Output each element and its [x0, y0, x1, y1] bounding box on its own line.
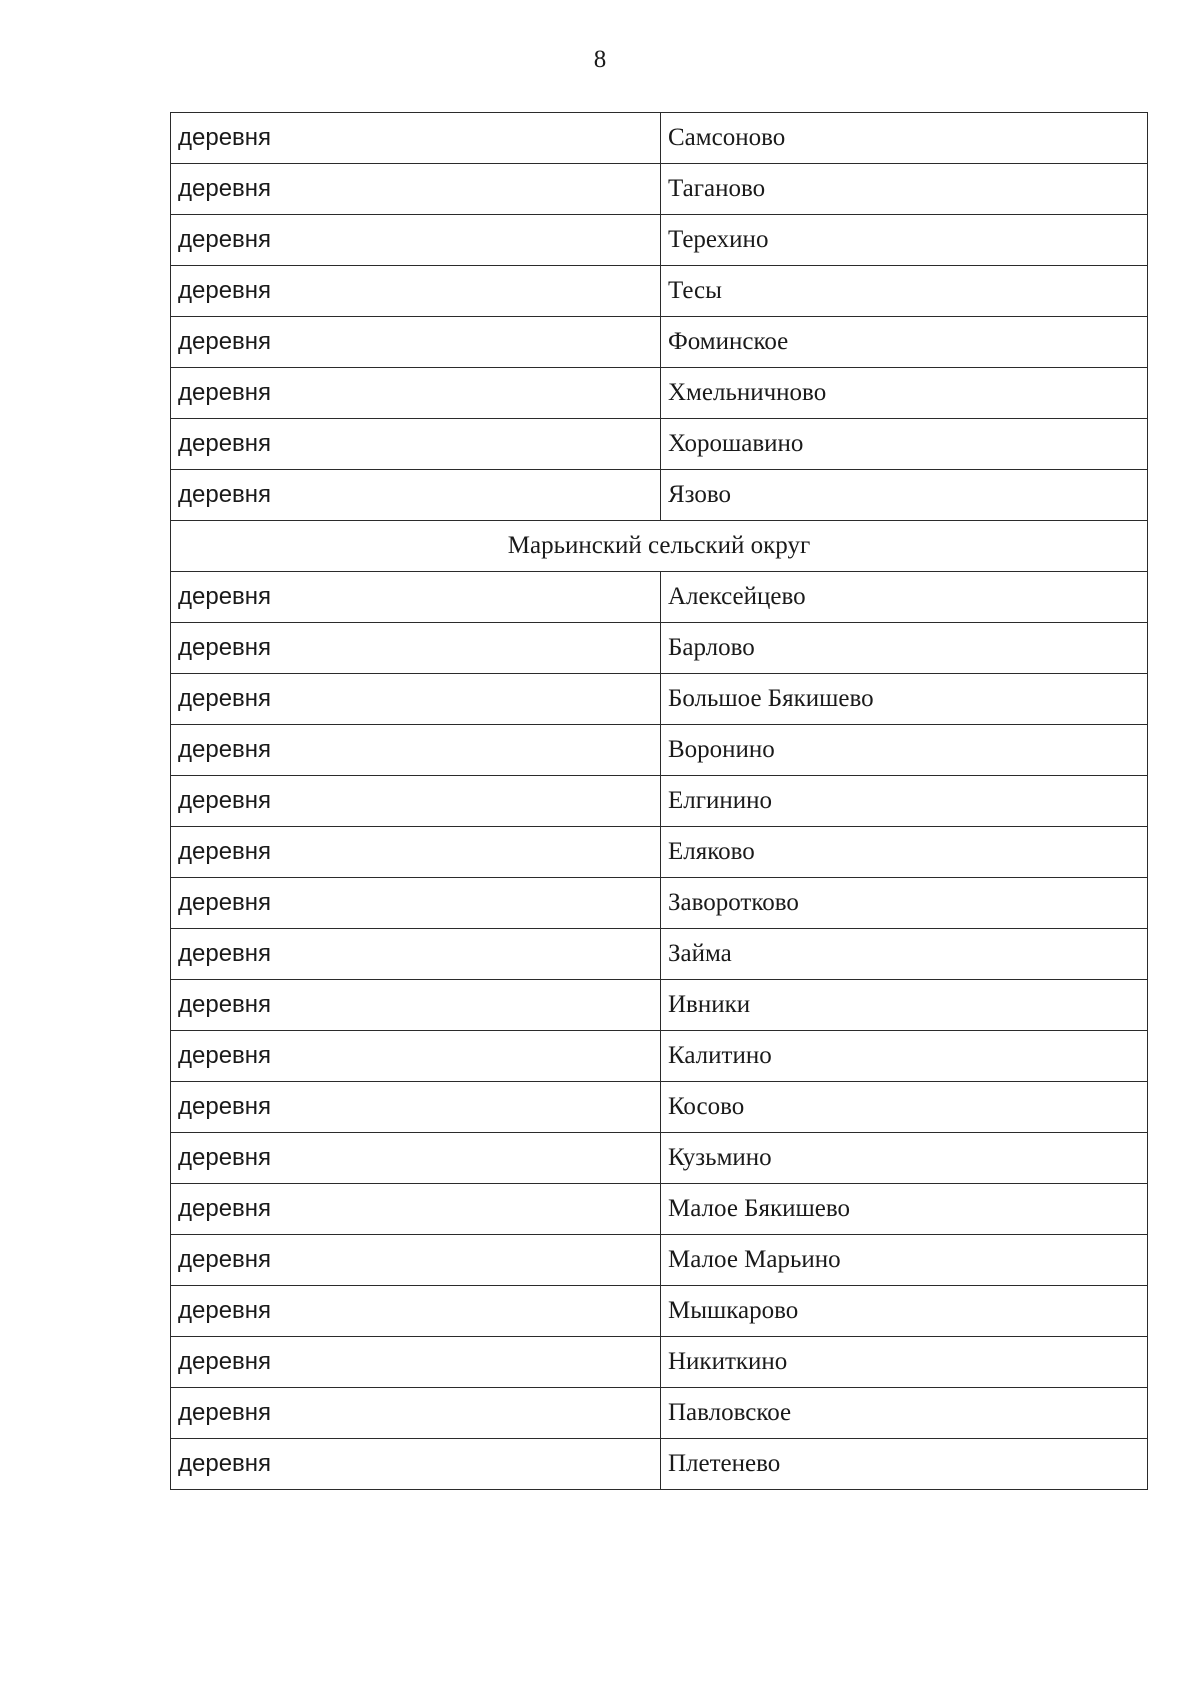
settlement-type-cell: деревня — [171, 1235, 661, 1286]
settlement-name-cell: Кузьмино — [661, 1133, 1148, 1184]
settlement-type-cell: деревня — [171, 266, 661, 317]
table-row — [171, 1184, 1148, 1235]
table-row — [171, 878, 1148, 929]
settlement-name-cell: Хорошавино — [661, 419, 1148, 470]
settlement-name-cell: Малое Марьино — [661, 1235, 1148, 1286]
table-row — [171, 266, 1148, 317]
settlement-name-cell: Ивники — [661, 980, 1148, 1031]
table-row — [171, 1286, 1148, 1337]
settlement-type-cell: деревня — [171, 1388, 661, 1439]
settlement-name-cell: Еляково — [661, 827, 1148, 878]
settlement-name-cell: Тесы — [661, 266, 1148, 317]
table-row — [171, 623, 1148, 674]
settlement-type-cell: деревня — [171, 623, 661, 674]
settlement-type-cell: деревня — [171, 827, 661, 878]
section-heading-row — [171, 521, 1148, 572]
settlement-name-cell: Терехино — [661, 215, 1148, 266]
settlement-type-cell: деревня — [171, 725, 661, 776]
table-row — [171, 1133, 1148, 1184]
settlement-type-cell: деревня — [171, 980, 661, 1031]
settlement-name-cell: Язово — [661, 470, 1148, 521]
table-row — [171, 1082, 1148, 1133]
table-row — [171, 1439, 1148, 1490]
settlement-type-cell: деревня — [171, 1286, 661, 1337]
table-row — [171, 827, 1148, 878]
settlement-type-cell: деревня — [171, 215, 661, 266]
settlement-name-cell: Павловское — [661, 1388, 1148, 1439]
settlements-table-body — [171, 113, 1148, 1490]
settlement-type-cell: деревня — [171, 164, 661, 215]
settlement-name-cell: Плетенево — [661, 1439, 1148, 1490]
settlement-type-cell: деревня — [171, 674, 661, 725]
table-row — [171, 776, 1148, 827]
settlement-name-cell: Заворотково — [661, 878, 1148, 929]
settlement-name-cell: Елгинино — [661, 776, 1148, 827]
settlement-name-cell: Барлово — [661, 623, 1148, 674]
settlement-type-cell: деревня — [171, 317, 661, 368]
settlement-type-cell: деревня — [171, 470, 661, 521]
settlement-type-cell: деревня — [171, 368, 661, 419]
settlement-type-cell: деревня — [171, 776, 661, 827]
settlement-name-cell: Большое Бякишево — [661, 674, 1148, 725]
table-row — [171, 215, 1148, 266]
settlement-name-cell: Займа — [661, 929, 1148, 980]
settlement-type-cell: деревня — [171, 1184, 661, 1235]
table-row — [171, 980, 1148, 1031]
table-row — [171, 113, 1148, 164]
table-row — [171, 674, 1148, 725]
table-row — [171, 725, 1148, 776]
settlement-type-cell: деревня — [171, 1082, 661, 1133]
settlement-type-cell: деревня — [171, 1439, 661, 1490]
settlement-name-cell: Калитино — [661, 1031, 1148, 1082]
settlement-name-cell: Таганово — [661, 164, 1148, 215]
settlement-name-cell: Никиткино — [661, 1337, 1148, 1388]
settlement-type-cell: деревня — [171, 1031, 661, 1082]
settlement-type-cell: деревня — [171, 572, 661, 623]
table-row — [171, 419, 1148, 470]
table-row — [171, 368, 1148, 419]
table-row — [171, 572, 1148, 623]
settlement-name-cell: Хмельничново — [661, 368, 1148, 419]
settlement-name-cell: Самсоново — [661, 113, 1148, 164]
table-row — [171, 470, 1148, 521]
settlement-name-cell: Алексейцево — [661, 572, 1148, 623]
settlement-type-cell: деревня — [171, 878, 661, 929]
settlement-name-cell: Косово — [661, 1082, 1148, 1133]
settlement-name-cell: Малое Бякишево — [661, 1184, 1148, 1235]
table-row — [171, 317, 1148, 368]
settlement-type-cell: деревня — [171, 1133, 661, 1184]
settlement-name-cell: Мышкарово — [661, 1286, 1148, 1337]
settlement-type-cell: деревня — [171, 419, 661, 470]
settlement-name-cell: Фоминское — [661, 317, 1148, 368]
settlement-type-cell: деревня — [171, 113, 661, 164]
table-row — [171, 1337, 1148, 1388]
settlements-table — [170, 112, 1148, 1490]
section-heading: Марьинский сельский округ — [171, 521, 1148, 572]
table-row — [171, 1031, 1148, 1082]
table-row — [171, 1235, 1148, 1286]
settlement-type-cell: деревня — [171, 929, 661, 980]
settlement-type-cell: деревня — [171, 1337, 661, 1388]
table-row — [171, 164, 1148, 215]
table-row — [171, 1388, 1148, 1439]
table-row — [171, 929, 1148, 980]
page-number: 8 — [593, 46, 607, 73]
settlement-name-cell: Воронино — [661, 725, 1148, 776]
